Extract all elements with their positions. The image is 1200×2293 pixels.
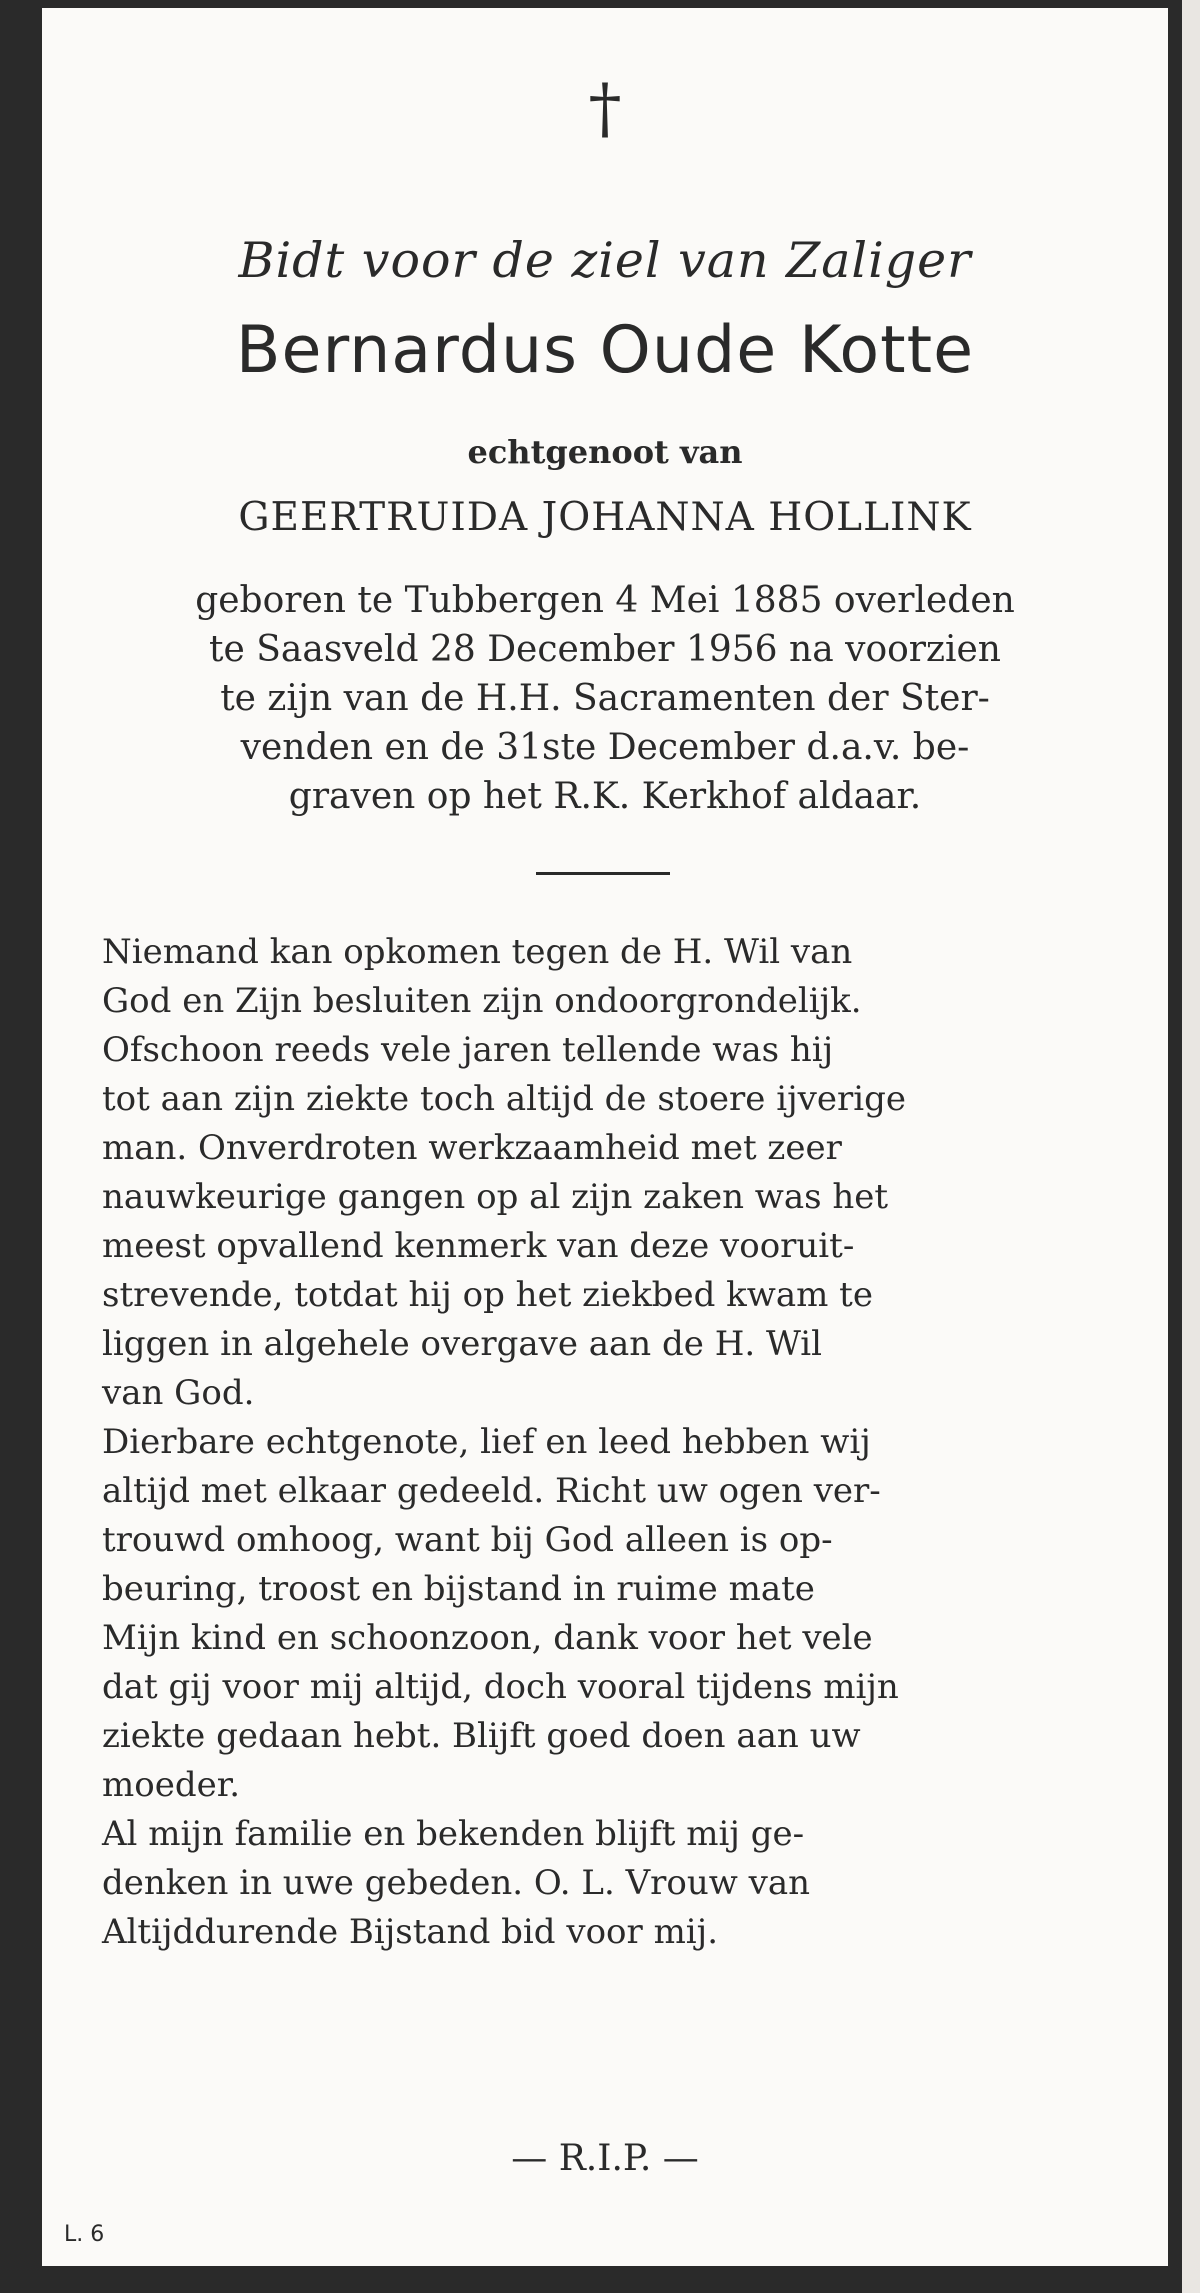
text-line: beuring, troost en bijstand in ruime mate	[102, 1569, 815, 1609]
text-line: meest opvallend kenmerk van deze vooruit-	[102, 1226, 855, 1266]
text-line: trouwd omhoog, want bij God alleen is op-	[102, 1520, 833, 1560]
text-line: altijd met elkaar gedeeld. Richt uw ogen ver-	[102, 1471, 881, 1511]
text-line: man. Onverdroten werkzaamheid met zeer	[102, 1128, 842, 1168]
text-line: Altijddurende Bijstand bid voor mij.	[102, 1912, 719, 1952]
text-line: nauwkeurige gangen op al zijn zaken was het	[102, 1177, 889, 1217]
text-line: liggen in algehele overgave aan de H. Wil	[102, 1324, 823, 1364]
print-code: L. 6	[64, 2222, 105, 2247]
bio-line: geboren te Tubbergen 4 Mei 1885 overleden	[195, 580, 1015, 621]
text-line: God en Zijn besluiten zijn ondoorgrondelijk.	[102, 981, 862, 1021]
memorial-card	[42, 8, 1168, 2266]
prayer-opening: Bidt voor de ziel van Zaliger	[238, 232, 972, 289]
biography-block	[102, 576, 1108, 821]
text-line: strevende, totdat hij op het ziekbed kwam te	[102, 1275, 873, 1315]
bio-line: te zijn van de H.H. Sacramenten der Ster-	[220, 678, 990, 719]
text-line: Ofschoon reeds vele jaren tellende was hij	[102, 1030, 834, 1070]
text-line: denken in uwe gebeden. O. L. Vrouw van	[102, 1863, 811, 1903]
text-line: dat gij voor mij altijd, doch vooral tijdens mijn	[102, 1667, 899, 1707]
text-line: Niemand kan opkomen tegen de H. Wil van	[102, 932, 853, 972]
bio-line: venden en de 31ste December d.a.v. be-	[240, 727, 970, 768]
memorial-text	[102, 928, 1192, 1957]
rip-closing: — R.I.P. —	[511, 2138, 699, 2179]
text-line: ziekte gedaan hebt. Blijft goed doen aan uw	[102, 1716, 861, 1756]
text-line: tot aan zijn ziekte toch altijd de stoere ijverige	[102, 1079, 906, 1119]
divider-rule	[536, 872, 670, 875]
bio-line: te Saasveld 28 December 1956 na voorzien	[209, 629, 1001, 670]
deceased-name: Bernardus Oude Kotte	[235, 313, 975, 388]
text-line: moeder.	[102, 1765, 241, 1805]
text-line: Dierbare echtgenote, lief en leed hebben wij	[102, 1422, 871, 1462]
text-line: Mijn kind en schoonzoon, dank voor het vele	[102, 1618, 873, 1658]
cross-icon: †	[588, 70, 622, 147]
spouse-name: GEERTRUIDA JOHANNA HOLLINK	[238, 495, 972, 540]
text-line: Al mijn familie en bekenden blijft mij ge-	[102, 1814, 805, 1854]
text-line: van God.	[102, 1373, 255, 1413]
spouse-label: echtgenoot van	[467, 433, 743, 471]
bio-line: graven op het R.K. Kerkhof aldaar.	[288, 776, 922, 817]
